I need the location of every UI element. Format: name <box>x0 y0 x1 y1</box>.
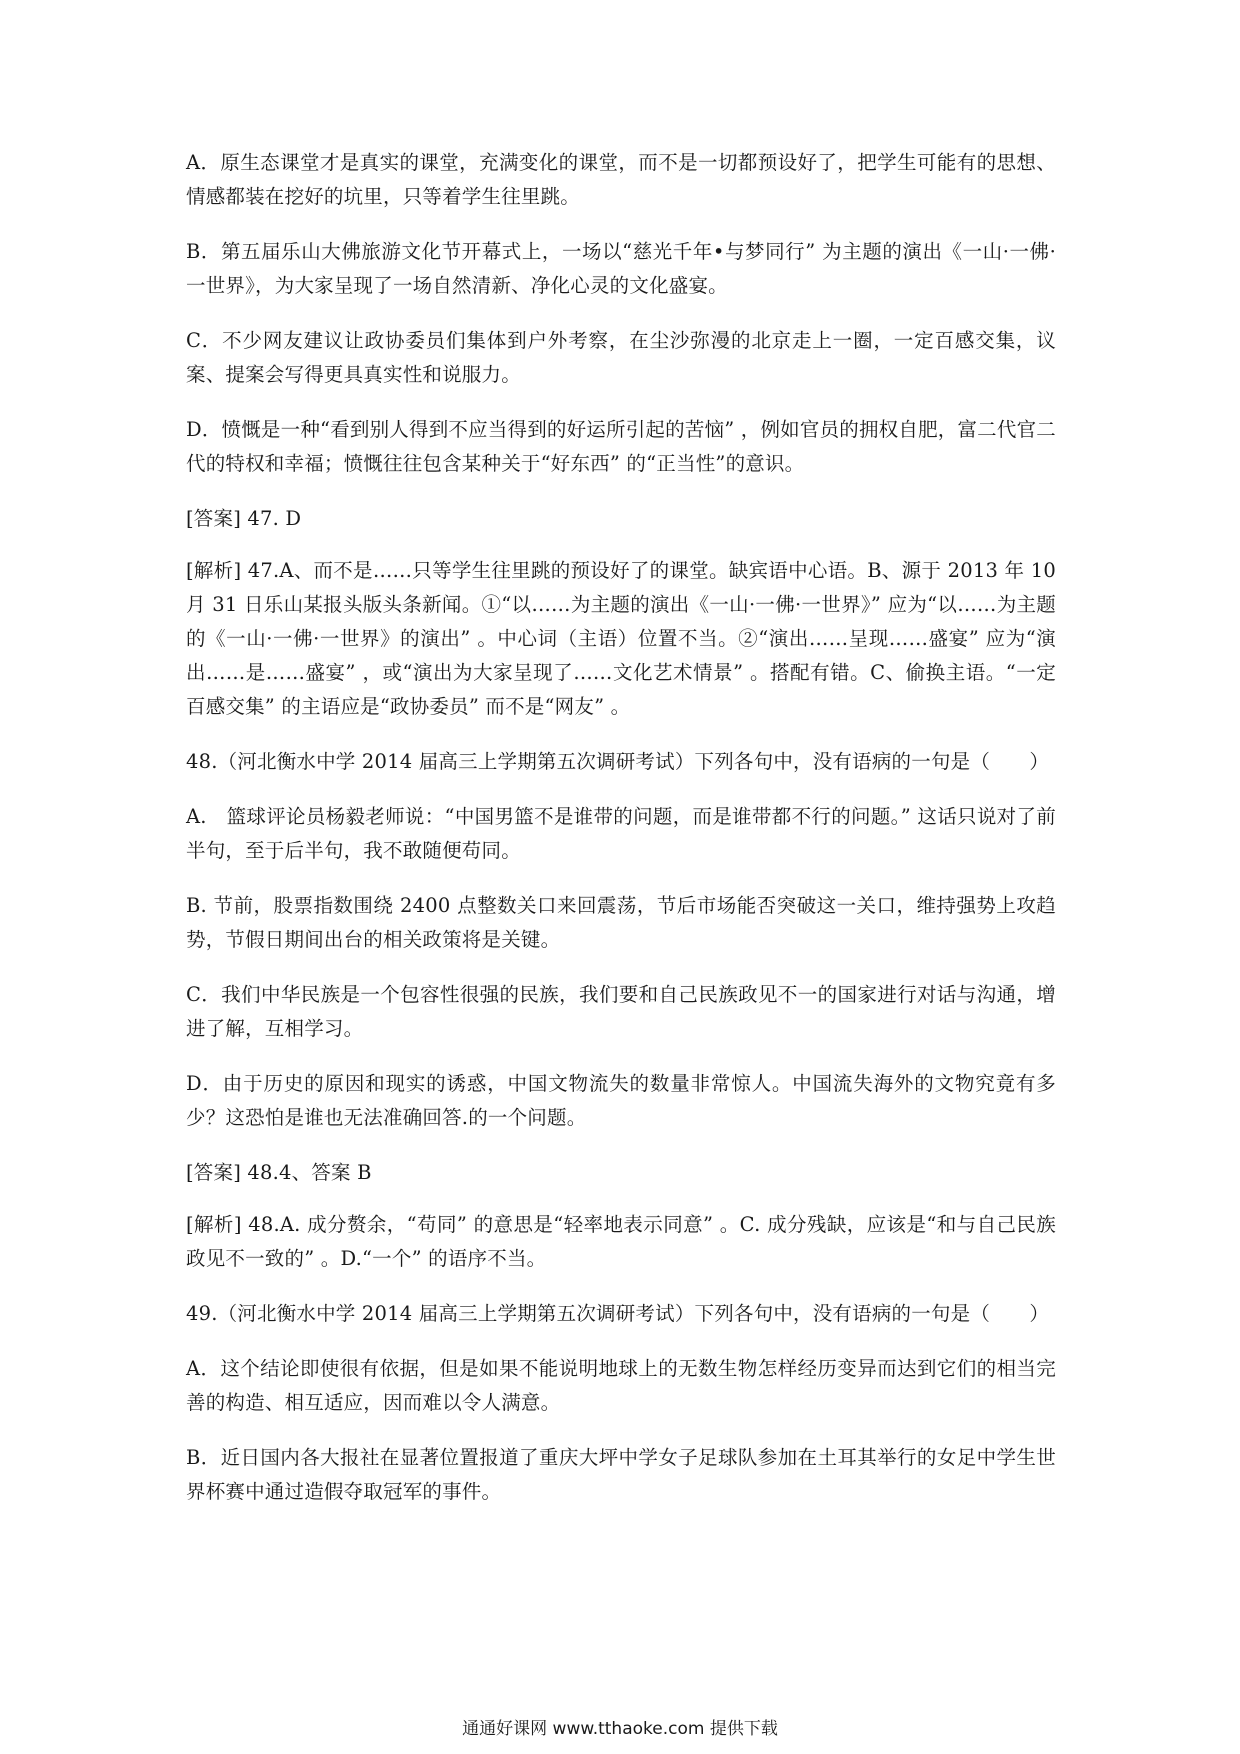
option-49-b: B．近日国内各大报社在显著位置报道了重庆大坪中学女子足球队参加在土耳其举行的女足中学生世界杯赛中通过造假夺取冠军的事件。 <box>186 1446 1056 1503</box>
answer-47: [答案] 47. D <box>186 507 302 530</box>
option-48-d: D．由于历史的原因和现实的诱惑，中国文物流失的数量非常惊人。中国流失海外的文物究竟有多少？这恐怕是谁也无法准确回答.的一个问题。 <box>186 1072 1056 1129</box>
question-49: 49.（河北衡水中学 2014 届高三上学期第五次调研考试）下列各句中，没有语病的一句是（ ） <box>186 1302 1050 1325</box>
option-49-a: A．这个结论即使很有依据，但是如果不能说明地球上的无数生物怎样经历变异而达到它们的相当完善的构造、相互适应，因而难以令人满意。 <box>186 1357 1056 1414</box>
option-47-c: C．不少网友建议让政协委员们集体到户外考察，在尘沙弥漫的北京走上一圈，一定百感交集，议案、提案会写得更具真实性和说服力。 <box>186 329 1056 386</box>
document-body <box>186 146 1056 1530</box>
option-47-d: D．愤慨是一种“看到别人得到不应当得到的好运所引起的苦恼” ，例如官员的拥权自肥，富二代官二代的特权和幸福；愤慨往往包含某种关于“好东西” 的“正当性”的意识。 <box>186 418 1056 475</box>
option-47-b: B．第五届乐山大佛旅游文化节开幕式上，一场以“慈光千年•与梦同行” 为主题的演出《一山·一佛·一世界》，为大家呈现了一场自然清新、净化心灵的文化盛宴。 <box>186 240 1056 297</box>
option-48-a: A. 篮球评论员杨毅老师说：“中国男篮不是谁带的问题，而是谁带都不行的问题。” 这话只说对了前半句，至于后半句，我不敢随便苟同。 <box>186 805 1056 862</box>
question-48: 48.（河北衡水中学 2014 届高三上学期第五次调研考试）下列各句中，没有语病的一句是（ ） <box>186 750 1050 773</box>
analysis-48: [解析] 48.A. 成分赘余，“苟同” 的意思是“轻率地表示同意” 。C. 成分残缺，应该是“和与自己民族政见不一致的” 。D.“一个” 的语序不当。 <box>186 1213 1056 1270</box>
option-47-a: A．原生态课堂才是真实的课堂，充满变化的课堂，而不是一切都预设好了，把学生可能有的思想、情感都装在挖好的坑里，只等着学生往里跳。 <box>186 151 1056 208</box>
analysis-47: [解析] 47.A、而不是……只等学生往里跳的预设好了的课堂。缺宾语中心语。B、源于 2013 年 10 月 31 日乐山某报头版头条新闻。①“以……为主题的演出《一山·一佛·一世界》” 应为“以……为主题的《一山·一佛·一世界》的演出” 。中心词（主语）位置不当。②“演出……呈现……盛宴” 应为“演出……是……盛宴” ，或“演出为大家呈现了……文化艺术情景” 。搭配有错。C、偷换主语。“一定百感交集” 的主语应是“政协委员” 而不是“网友” 。 <box>186 559 1056 718</box>
option-48-b: B. 节前，股票指数围绕 2400 点整数关口来回震荡，节后市场能否突破这一关口，维持强势上攻趋势，节假日期间出台的相关政策将是关键。 <box>186 894 1056 951</box>
answer-48: [答案] 48.4、答案 B <box>186 1161 372 1184</box>
page-footer: 通通好课网 www.tthaoke.com 提供下载 <box>462 1719 778 1739</box>
option-48-c: C．我们中华民族是一个包容性很强的民族，我们要和自己民族政见不一的国家进行对话与沟通，增进了解，互相学习。 <box>186 983 1056 1040</box>
